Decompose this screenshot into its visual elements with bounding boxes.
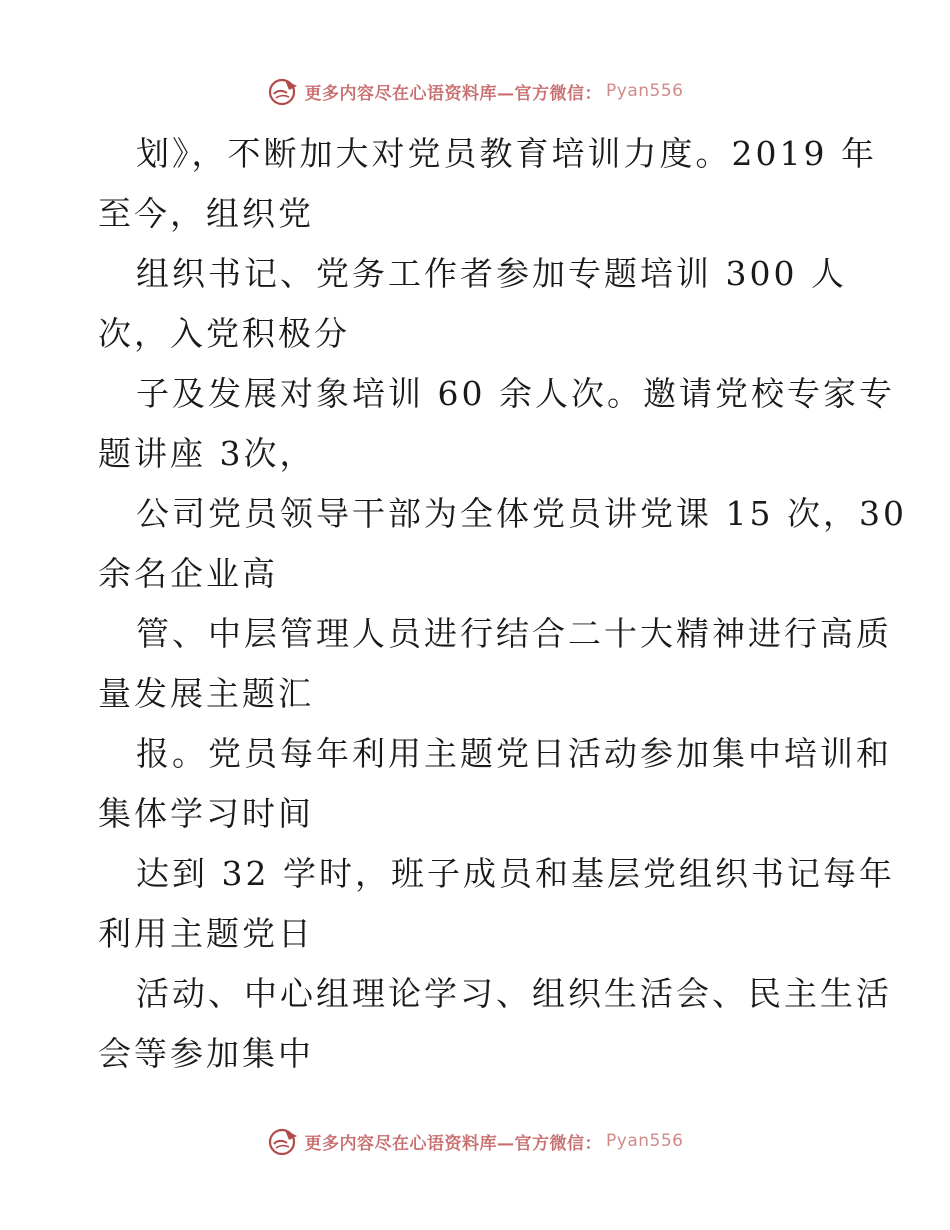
- book-pen-logo-icon: [267, 76, 301, 106]
- footer-watermark: [0, 1126, 950, 1156]
- text-line: 量发展主题汇: [98, 674, 314, 713]
- text-line: 子及发展对象培训 60 余人次。邀请党校专家专: [136, 374, 895, 413]
- text-line: 题讲座 3次，: [98, 434, 316, 473]
- text-line: 会等参加集中: [98, 1034, 314, 1073]
- text-line: 达到 32 学时，班子成员和基层党组织书记每年: [136, 854, 895, 893]
- text-line: 集体学习时间: [98, 794, 314, 833]
- text-line: 组织书记、党务工作者参加专题培训 300 人: [136, 254, 847, 293]
- watermark-wechat-id: Pyan556: [606, 81, 684, 101]
- text-line: 次，入党积极分: [98, 314, 350, 353]
- watermark-text: 更多内容尽在心语资料库—官方微信：: [304, 1133, 603, 1154]
- text-line: 划》，不断加大对党员教育培训力度。2019 年: [136, 134, 877, 173]
- text-line: 至今，组织党: [98, 194, 314, 233]
- header-watermark: [0, 76, 950, 106]
- document-body: [98, 124, 907, 1084]
- text-line: 管、中层管理人员进行结合二十大精神进行高质: [136, 614, 892, 653]
- book-pen-logo-icon: [267, 1126, 301, 1156]
- text-line: 公司党员领导干部为全体党员讲党课 15 次，30: [136, 494, 907, 533]
- text-line: 活动、中心组理论学习、组织生活会、民主生活: [136, 974, 892, 1013]
- watermark-wechat-id: Pyan556: [606, 1131, 684, 1151]
- text-line: 利用主题党日: [98, 914, 314, 953]
- text-line: 余名企业高: [98, 554, 278, 593]
- watermark-text: 更多内容尽在心语资料库—官方微信：: [304, 83, 603, 104]
- text-line: 报。党员每年利用主题党日活动参加集中培训和: [136, 734, 892, 773]
